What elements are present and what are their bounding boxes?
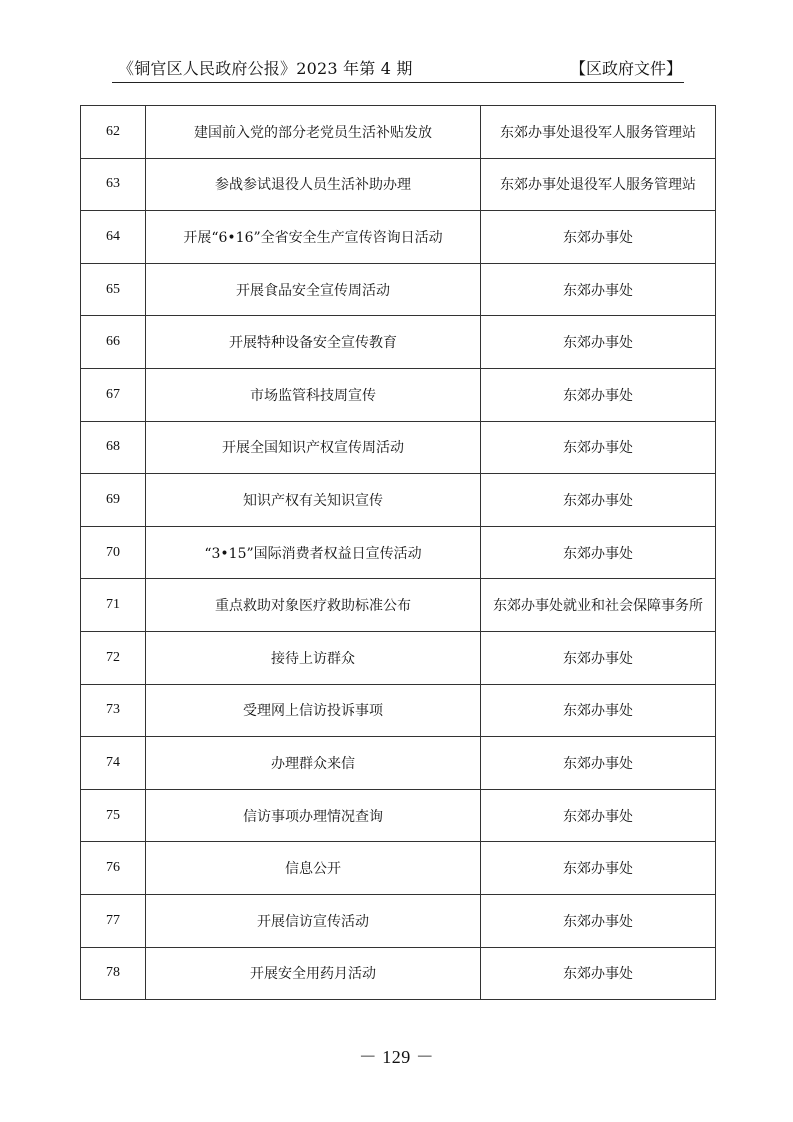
row-number-cell: 65 — [81, 263, 146, 316]
row-number-cell: 67 — [81, 368, 146, 421]
row-number-cell: 62 — [81, 106, 146, 159]
responsible-department-cell: 东郊办事处退役军人服务管理站 — [481, 106, 716, 159]
responsible-department-cell: 东郊办事处 — [481, 368, 716, 421]
responsible-department-cell: 东郊办事处 — [481, 211, 716, 264]
table-row — [81, 421, 716, 474]
table-row — [81, 579, 716, 632]
section-label: 【区政府文件】 — [569, 59, 682, 78]
responsible-department-cell: 东郊办事处 — [481, 737, 716, 790]
table-row — [81, 368, 716, 421]
row-number-cell: 71 — [81, 579, 146, 632]
table-row — [81, 263, 716, 316]
row-number-cell: 74 — [81, 737, 146, 790]
responsible-department-cell: 东郊办事处 — [481, 421, 716, 474]
table-row — [81, 894, 716, 947]
service-item-cell: 信访事项办理情况查询 — [146, 789, 481, 842]
service-item-cell: 开展“6•16”全省安全生产宣传咨询日活动 — [146, 211, 481, 264]
row-number-cell: 72 — [81, 631, 146, 684]
row-number-cell: 75 — [81, 789, 146, 842]
responsible-department-cell: 东郊办事处 — [481, 316, 716, 369]
page-header — [118, 56, 682, 80]
service-items-table — [80, 105, 716, 1000]
service-item-cell: 开展特种设备安全宣传教育 — [146, 316, 481, 369]
responsible-department-cell: 东郊办事处 — [481, 474, 716, 527]
table-row — [81, 106, 716, 159]
table-row — [81, 211, 716, 264]
row-number-cell: 68 — [81, 421, 146, 474]
responsible-department-cell: 东郊办事处 — [481, 684, 716, 737]
service-item-cell: 办理群众来信 — [146, 737, 481, 790]
responsible-department-cell: 东郊办事处退役军人服务管理站 — [481, 158, 716, 211]
row-number-cell: 78 — [81, 947, 146, 1000]
service-item-cell: 开展食品安全宣传周活动 — [146, 263, 481, 316]
responsible-department-cell: 东郊办事处 — [481, 842, 716, 895]
responsible-department-cell: 东郊办事处就业和社会保障事务所 — [481, 579, 716, 632]
table-row — [81, 631, 716, 684]
service-item-cell: 开展信访宣传活动 — [146, 894, 481, 947]
table-row — [81, 158, 716, 211]
responsible-department-cell: 东郊办事处 — [481, 631, 716, 684]
table-row — [81, 947, 716, 1000]
table-body — [81, 106, 716, 1000]
responsible-department-cell: 东郊办事处 — [481, 789, 716, 842]
table-row — [81, 789, 716, 842]
row-number-cell: 70 — [81, 526, 146, 579]
table-row — [81, 737, 716, 790]
table-row — [81, 316, 716, 369]
row-number-cell: 69 — [81, 474, 146, 527]
service-item-cell: 参战参试退役人员生活补助办理 — [146, 158, 481, 211]
responsible-department-cell: 东郊办事处 — [481, 263, 716, 316]
responsible-department-cell: 东郊办事处 — [481, 947, 716, 1000]
service-item-cell: 重点救助对象医疗救助标准公布 — [146, 579, 481, 632]
service-item-cell: 开展全国知识产权宣传周活动 — [146, 421, 481, 474]
service-item-cell: 知识产权有关知识宣传 — [146, 474, 481, 527]
service-item-cell: 信息公开 — [146, 842, 481, 895]
row-number-cell: 63 — [81, 158, 146, 211]
service-item-cell: 开展安全用药月活动 — [146, 947, 481, 1000]
row-number-cell: 64 — [81, 211, 146, 264]
row-number-cell: 73 — [81, 684, 146, 737]
table-row — [81, 474, 716, 527]
table-row — [81, 526, 716, 579]
page-number: － 129 － — [358, 1047, 435, 1067]
row-number-cell: 77 — [81, 894, 146, 947]
service-item-cell: 建国前入党的部分老党员生活补贴发放 — [146, 106, 481, 159]
responsible-department-cell: 东郊办事处 — [481, 894, 716, 947]
row-number-cell: 66 — [81, 316, 146, 369]
responsible-department-cell: 东郊办事处 — [481, 526, 716, 579]
header-divider — [112, 82, 684, 83]
row-number-cell: 76 — [81, 842, 146, 895]
table-row — [81, 684, 716, 737]
service-item-cell: “3•15”国际消费者权益日宣传活动 — [146, 526, 481, 579]
service-item-cell: 受理网上信访投诉事项 — [146, 684, 481, 737]
bulletin-title: 《铜官区人民政府公报》2023 年第 4 期 — [118, 59, 413, 78]
service-item-cell: 市场监管科技周宣传 — [146, 368, 481, 421]
table-row — [81, 842, 716, 895]
service-item-cell: 接待上访群众 — [146, 631, 481, 684]
